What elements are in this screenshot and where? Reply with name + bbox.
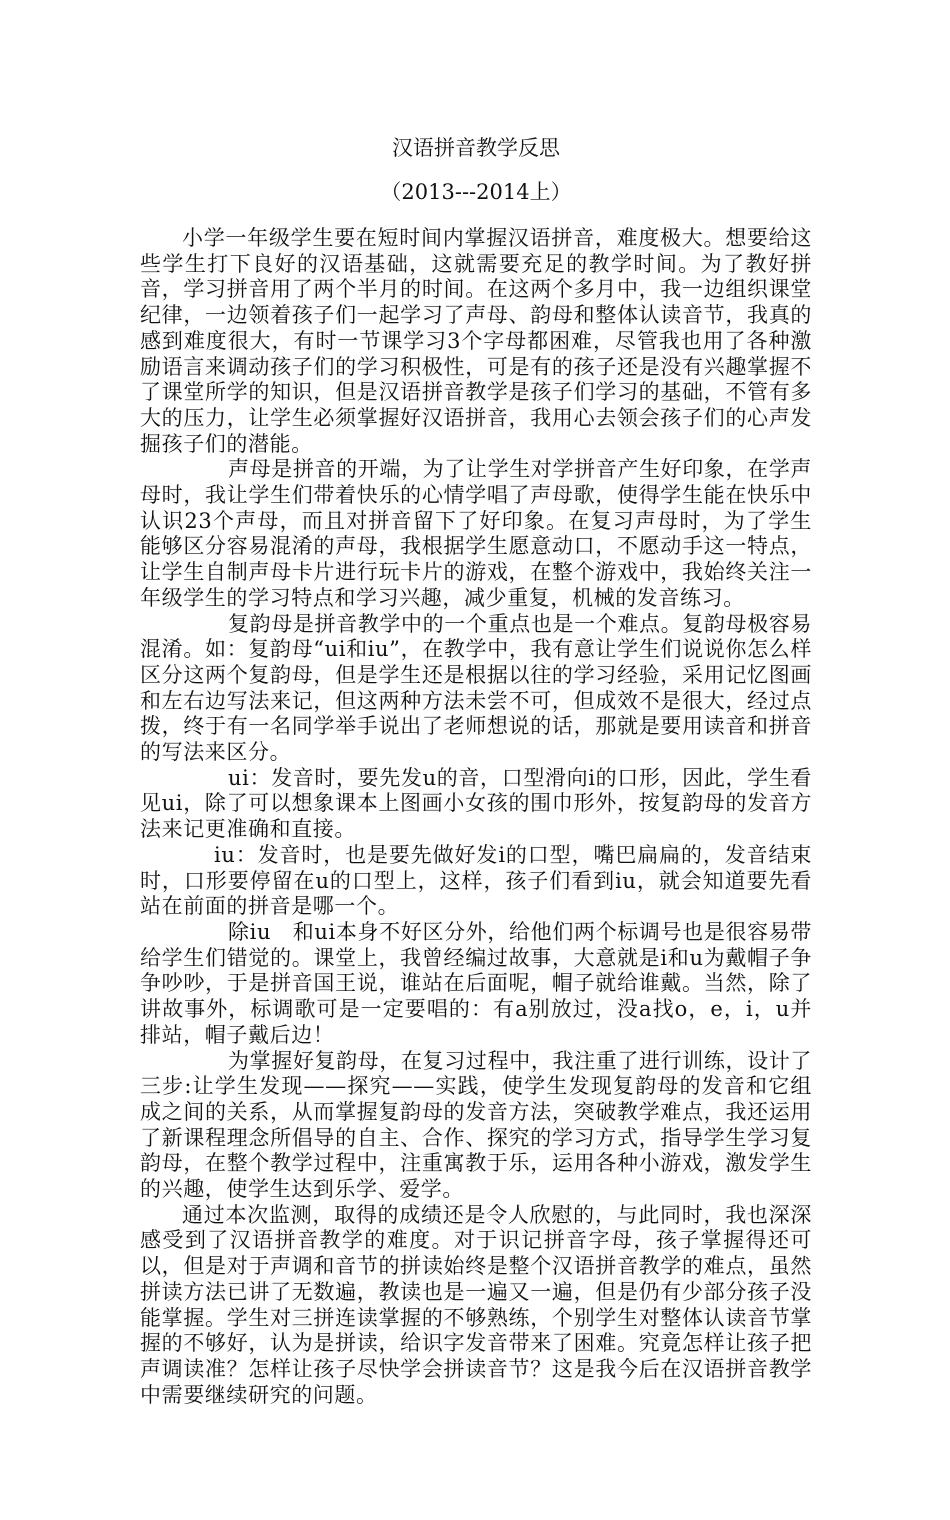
paragraph-iu: iu：发音时，也是要先做好发i的口型，嘴巴扁扁的，发音结束时，口形要停留在u的口型上，这样，孩子们看到iu，就会知道要先看站在前面的拼音是哪一个。 (140, 842, 812, 919)
paragraph-ui: ui：发音时，要先发u的音，口型滑向i的口形，因此，学生看见ui，除了可以想象课本上图画小女孩的围巾形外，按复韵母的发音方法来记更准确和直接。 (140, 765, 812, 842)
document-page (140, 134, 812, 1408)
document-body (140, 226, 812, 1408)
paragraph-training: 为掌握好复韵母，在复习过程中，我注重了进行训练，设计了三步:让学生发现——探究——实践，使学生发现复韵母的发音和它组成之间的关系，从而掌握复韵母的发音方法，突破教学难点，我还运用了新课程理念所倡导的自主、合作、探究的学习方式，指导学生学习复韵母，在整个教学过程中，注重寓教于乐，运用各种小游戏，激发学生的兴趣，使学生达到乐学、爱学。 (140, 1048, 812, 1202)
document-title: 汉语拼音教学反思 (392, 136, 560, 160)
paragraph-intro: 小学一年级学生要在短时间内掌握汉语拼音，难度极大。想要给这些学生打下良好的汉语基础，这就需要充足的教学时间。为了教好拼音，学习拼音用了两个半月的时间。在这两个多月中，我一边组织课堂纪律，一边领着孩子们一起学习了声母、韵母和整体认读音节，我真的感到难度很大，有时一节课学习3个字母都困难，尽管我也用了各种激励语言来调动孩子们的学习积极性，可是有的孩子还是没有兴趣掌握不了课堂所学的知识，但是汉语拼音教学是孩子们学习的基础，不管有多大的压力，让学生必须掌握好汉语拼音，我用心去领会孩子们的心声发掘孩子们的潜能。 (140, 226, 812, 456)
paragraph-compound-finals: 复韵母是拼音教学中的一个重点也是一个难点。复韵母极容易混淆。如：复韵母“ui和iu”，在教学中，我有意让学生们说说你怎么样区分这两个复韵母，但是学生还是根据以往的学习经验，采用记忆图画和左右边写法来记，但这两种方法未尝不可，但成效不是很大，经过点拨，终于有一名同学举手说出了老师想说的话，那就是要用读音和拼音的写法来区分。 (140, 611, 812, 765)
document-subtitle: （2013---2014上） (380, 180, 572, 204)
paragraph-tone-marks: 除iu 和ui本身不好区分外，给他们两个标调号也是很容易带给学生们错觉的。课堂上，我曾经编过故事，大意就是i和u为戴帽子争争吵吵，于是拼音国王说，谁站在后面呢，帽子就给谁戴。当然，除了讲故事外，标调歌可是一定要唱的：有a别放过，没a找o，e，i，u并排站，帽子戴后边！ (140, 919, 812, 1047)
paragraph-conclusion: 通过本次监测，取得的成绩还是令人欣慰的，与此同时，我也深深感受到了汉语拼音教学的难度。对于识记拼音字母，孩子掌握得还可以，但是对于声调和音节的拼读始终是整个汉语拼音教学的难点，虽然拼读方法已讲了无数遍，教读也是一遍又一遍，但是仍有少部分孩子没能掌握。学生对三拼连读掌握的不够熟练，个别学生对整体认读音节掌握的不够好，认为是拼读，给识字发音带来了困难。究竟怎样让孩子把声调读准？怎样让孩子尽快学会拼读音节？这是我今后在汉语拼音教学中需要继续研究的问题。 (140, 1202, 812, 1407)
paragraph-initials: 声母是拼音的开端，为了让学生对学拼音产生好印象，在学声母时，我让学生们带着快乐的心情学唱了声母歌，使得学生能在快乐中认识23个声母，而且对拼音留下了好印象。在复习声母时，为了学生能够区分容易混淆的声母，我根据学生愿意动口，不愿动手这一特点，让学生自制声母卡片进行玩卡片的游戏，在整个游戏中，我始终关注一年级学生的学习特点和学习兴趣，减少重复，机械的发音练习。 (140, 457, 812, 610)
